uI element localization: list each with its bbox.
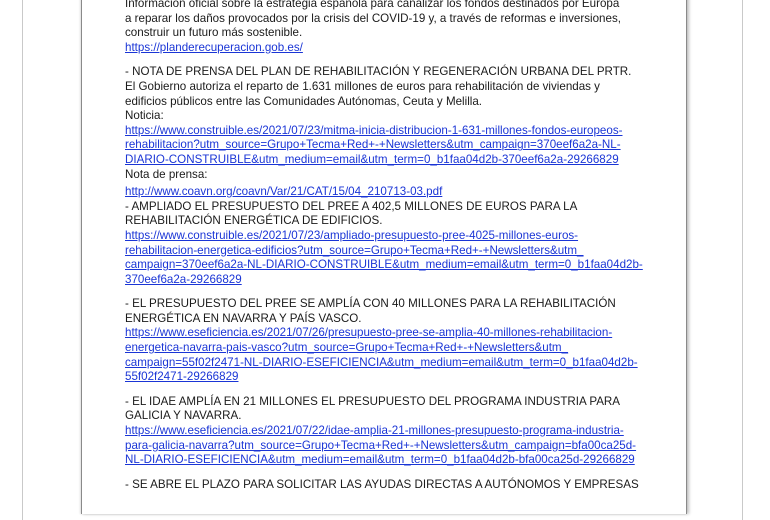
intro-line-2: a reparar los daños provocados por la crisis del COVID-19 y, a través de reformas e inversiones, [125, 11, 621, 25]
news-item-rehabilitacion-prtr [125, 65, 677, 199]
item1-press-link[interactable]: http://www.coavn.org/coavn/Var/21/CAT/15/04_210713-03.pdf [125, 185, 443, 199]
item3-link-line-2[interactable]: energetica-navarra-pais-vasco?utm_source=Grupo+Tecma+Red+-+Newsletters&utm_ [125, 341, 569, 355]
item1-press-label: Nota de prensa: [125, 167, 208, 181]
item1-news-link-line-1[interactable]: https://www.construible.es/2021/07/23/mitma-inicia-distribucion-1-631-millones-fondos-europeos- [125, 123, 623, 137]
item4-link-line-2[interactable]: para-galicia-navarra?utm_source=Grupo+Tecma+Red+-+Newsletters&utm_campaign=bfa00ca25d- [125, 438, 637, 452]
item2-heading-line-2: REHABILITACIÓN ENERGÉTICA DE EDIFICIOS. [125, 214, 383, 228]
news-item-pree-ampliado [125, 200, 677, 288]
item2-link-line-2[interactable]: rehabilitacion-energetica-edificios?utm_source=Grupo+Tecma+Red+-+Newsletters&utm_ [125, 243, 584, 257]
item4-link-line-3[interactable]: NL-DIARIO-ESEFICIENCIA&utm_medium=email&utm_term=0_b1faa04d2b-bfa00ca25d-29266829 [125, 453, 635, 467]
plan-recuperacion-link[interactable]: https://planderecuperacion.gob.es/ [125, 40, 303, 54]
intro-line-3: construir un futuro más sostenible. [125, 26, 303, 40]
item1-text-line-1: El Gobierno autoriza el reparto de 1.631 millones de euros para rehabilitación de viviendas y [125, 79, 600, 93]
item4-heading-line-2: GALICIA Y NAVARRA. [125, 409, 242, 423]
intro-line-1: Información oficial sobre la estrategia española para canalizar los fondos destinados por Europa [125, 0, 620, 10]
item4-link-line-1[interactable]: https://www.eseficiencia.es/2021/07/22/idae-amplia-21-millones-presupuesto-programa-industria- [125, 424, 624, 438]
item3-heading-line-1: - EL PRESUPUESTO DEL PREE SE AMPLÍA CON 40 MILLONES PARA LA REHABILITACIÓN [125, 297, 616, 311]
item3-heading-line-2: ENERGÉTICA EN NAVARRA Y PAÍS VASCO. [125, 311, 362, 325]
item1-text-line-2: edificios públicos entre las Comunidades Autónomas, Ceuta y Melilla. [125, 94, 483, 108]
item2-link-line-3[interactable]: campaign=370eef6a2a-NL-DIARIO-CONSTRUIBLE&utm_medium=email&utm_term=0_b1faa04d2b- [125, 258, 643, 272]
news-item-ayudas-autonomos [125, 478, 677, 493]
item1-news-link-line-2[interactable]: rehabilitacion?utm_source=Grupo+Tecma+Red+-+Newsletters&utm_campaign=370eef6a2a-NL- [125, 138, 621, 152]
item1-news-link-line-3[interactable]: DIARIO-CONSTRUIBLE&utm_medium=email&utm_term=0_b1faa04d2b-370eef6a2a-29266829 [125, 152, 619, 166]
item2-link-line-4[interactable]: 370eef6a2a-29266829 [125, 272, 242, 286]
item2-heading-line-1: - AMPLIADO EL PRESUPUESTO DEL PREE A 402,5 MILLONES DE EUROS PARA LA [125, 199, 578, 213]
document-page[interactable] [81, 0, 687, 514]
item3-link-line-1[interactable]: https://www.eseficiencia.es/2021/07/26/presupuesto-pree-se-amplia-40-millones-rehabilitacion- [125, 326, 613, 340]
document-content [125, 0, 677, 492]
item3-link-line-4[interactable]: 55f02f2471-29266829 [125, 370, 239, 384]
item4-heading-line-1: - EL IDAE AMPLÍA EN 21 MILLONES EL PRESUPUESTO DEL PROGRAMA INDUSTRIA PARA [125, 394, 621, 408]
intro-section [125, 0, 677, 55]
news-item-idae-industria [125, 395, 677, 468]
item2-link-line-1[interactable]: https://www.construible.es/2021/07/23/ampliado-presupuesto-pree-4025-millones-euros- [125, 228, 579, 242]
item3-link-line-3[interactable]: campaign=55f02f2471-NL-DIARIO-ESEFICIENCIA&utm_medium=email&utm_term=0_b1faa04d2b- [125, 355, 638, 369]
item5-heading-line-1: - SE ABRE EL PLAZO PARA SOLICITAR LAS AYUDAS DIRECTAS A AUTÓNOMOS Y EMPRESAS [125, 477, 639, 491]
item1-news-label: Noticia: [125, 109, 164, 123]
item1-heading: - NOTA DE PRENSA DEL PLAN DE REHABILITACIÓN Y REGENERACIÓN URBANA DEL PRTR. [125, 65, 632, 79]
news-item-pree-navarra-pais-vasco [125, 297, 677, 385]
